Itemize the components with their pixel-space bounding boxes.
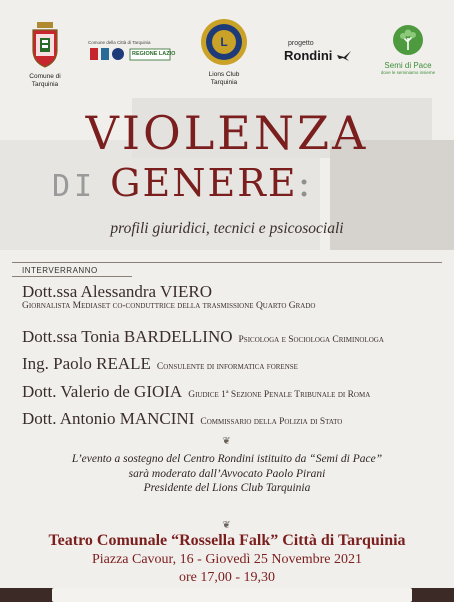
note-line-1: L’evento a sostegno del Centro Rondini istituito da “Semi di Pace” bbox=[71, 453, 383, 465]
title-violenza: VIOLENZA bbox=[85, 106, 369, 160]
footer-white-panel bbox=[52, 588, 412, 602]
ornament-divider-bottom bbox=[0, 520, 454, 531]
speaker-name: Dott. Valerio de GIOIA bbox=[22, 382, 183, 401]
speaker-name: Dott. Antonio MANCINI bbox=[22, 409, 195, 428]
lions-emblem-icon bbox=[200, 18, 248, 66]
logo-progetto-rondini bbox=[284, 40, 354, 65]
venue-time: ore 17,00 - 19,30 bbox=[178, 570, 276, 585]
semi-tagline: dove le seminiamo insieme bbox=[380, 70, 436, 75]
lions-caption-2: Tarquinia bbox=[210, 79, 238, 86]
speaker-3 bbox=[22, 354, 298, 374]
speaker-role: Giudice 1ª Sezione Penale Tribunale di Roma bbox=[188, 390, 371, 400]
title-di-genere bbox=[52, 162, 312, 208]
svg-text:L: L bbox=[220, 35, 228, 49]
speaker-role: Consulente di informatica forense bbox=[156, 362, 298, 372]
divider-top bbox=[12, 262, 442, 263]
regione-label: REGIONE LAZIO bbox=[132, 51, 176, 57]
tree-icon bbox=[392, 24, 424, 56]
subtitle: profili giuridici, tecnici e psicosociali bbox=[110, 220, 344, 237]
crest-icon bbox=[28, 22, 62, 68]
logo-lions-club bbox=[196, 18, 252, 87]
regione-small-text: Comune della Città di Tarquinia bbox=[88, 40, 151, 45]
footer-bar bbox=[0, 588, 454, 602]
comune-caption-2: Tarquinia bbox=[31, 81, 59, 88]
venue-place: Teatro Comunale “Rossella Falk” Città di Tarquinia bbox=[48, 532, 406, 549]
speaker-name: Ing. Paolo REALE bbox=[22, 354, 151, 373]
moderator-note bbox=[0, 452, 454, 496]
title-colon: : bbox=[297, 161, 313, 205]
speaker-2 bbox=[22, 327, 384, 347]
divider-intro bbox=[12, 276, 132, 277]
logos-row bbox=[0, 18, 454, 98]
speaker-role: Psicologa e Sociologa Criminologa bbox=[238, 335, 384, 345]
comune-caption-1: Comune di bbox=[29, 73, 61, 80]
venue-address-date: Piazza Cavour, 16 - Giovedì 25 Novembre 2021 bbox=[91, 552, 363, 567]
speaker-name: Dott.ssa Tonia BARDELLINO bbox=[22, 327, 233, 346]
speaker-5 bbox=[22, 409, 342, 429]
speaker-role: Giornalista Mediaset co-conduttrice della trasmissione Quarto Grado bbox=[22, 301, 316, 311]
title-di: DI bbox=[52, 169, 97, 204]
rondini-prefix: progetto bbox=[288, 40, 314, 47]
swallow-icon bbox=[337, 51, 351, 61]
ornament-icon: ❦ bbox=[222, 436, 232, 447]
ornament-icon: ❦ bbox=[222, 520, 232, 531]
ornament-divider bbox=[0, 436, 454, 447]
speaker-name: Dott.ssa Alessandra VIERO bbox=[22, 282, 212, 301]
semi-name: Semi di Pace bbox=[384, 61, 432, 70]
title-genere: GENERE bbox=[110, 161, 298, 205]
rondini-name: Rondini bbox=[284, 48, 333, 63]
speaker-4 bbox=[22, 382, 370, 402]
note-line-3: Presidente del Lions Club Tarquinia bbox=[143, 482, 311, 494]
speaker-1 bbox=[22, 282, 315, 311]
logo-comune-tarquinia bbox=[22, 22, 68, 89]
interverranno-label: INTERVERRANNO bbox=[22, 266, 98, 275]
logo-regione-lazio bbox=[88, 40, 174, 64]
logo-semi-di-pace bbox=[378, 24, 438, 75]
note-line-2: sarà moderato dall’Avvocato Paolo Pirani bbox=[128, 467, 326, 480]
lions-caption-1: Lions Club bbox=[208, 71, 240, 78]
speaker-role: Commissario della Polizia di Stato bbox=[200, 417, 343, 427]
